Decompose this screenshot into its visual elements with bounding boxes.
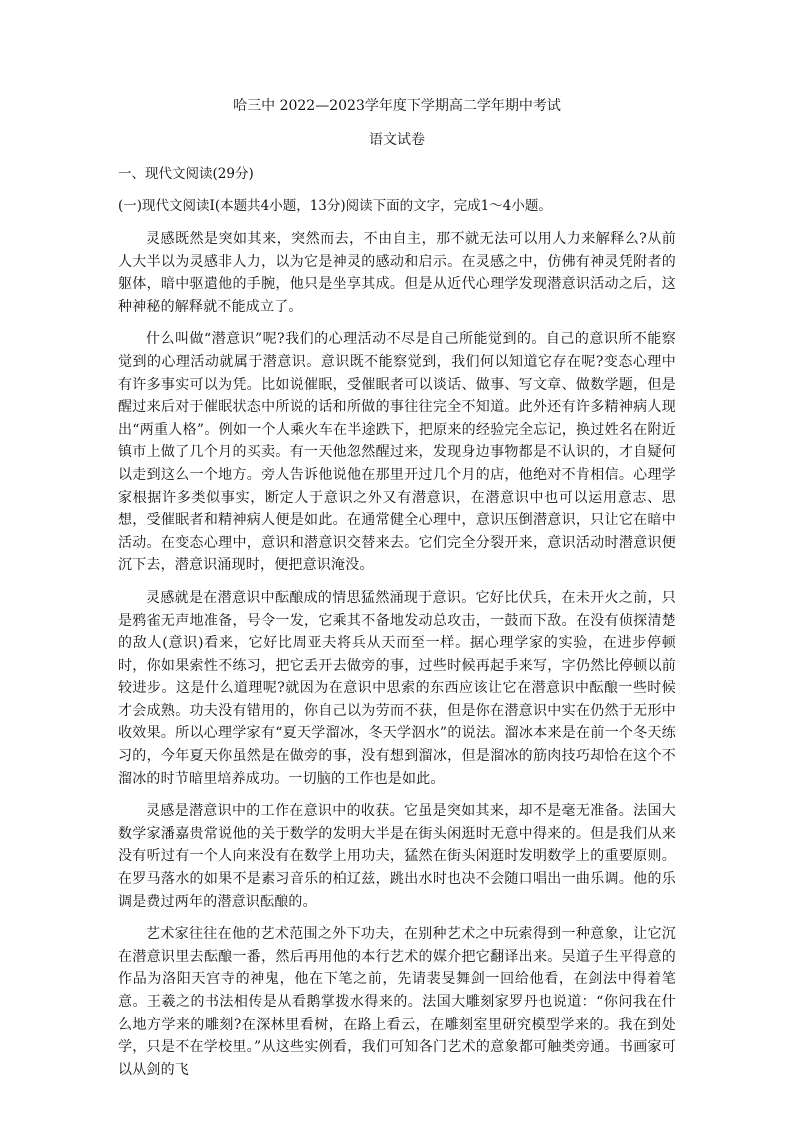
exam-subtitle: 语文试卷	[369, 132, 425, 148]
passage-paragraph: 灵感既然是突如其来，突然而去，不由自主，那不就无法可以用人力来解释么?从前人大半以为灵感非人力，以为它是神灵的感动和启示。在灵感之中，仿佛有神灵凭附者的躯体，暗中驱遣他的手腕，他只是坐享其成。但是从近代心理学发现潜意识活动之后，这种神秘的解释就不能成立了。	[118, 231, 676, 315]
passage-paragraph: 什么叫做“潜意识”呢?我们的心理活动不尽是自己所能觉到的。自己的意识所不能察觉到的心理活动就属于潜意识。意识既不能察觉到，我们何以知道它存在呢?变态心理中有许多事实可以为凭。比如说催眠，受催眠者可以谈话、做事、写文章、做数学题，但是醒过来后对于催眠状态中所说的话和所做的事往往完全不知道。此外还有许多精神病人现出“两重人格”。例如一个人乘火车在半途跌下，把原来的经验完全忘记，换过姓名在附近镇市上做了几个月的买卖。有一天他忽然醒过来，发现身边事物都是不认识的，才自疑何以走到这么一个地方。旁人告诉他说他在那里开过几个月的店，他绝对不肯相信。心理学家根据许多类似事实，断定人于意识之外又有潜意识，在潜意识中也可以运用意志、思想，受催眠者和精神病人便是如此。在通常健全心理中，意识压倒潜意识，只让它在暗中活动。在变态心理中，意识和潜意识交替来去。它们完全分裂开来，意识活动时潜意识便沉下去，潜意识涌现时，便把意识淹没。	[118, 331, 676, 574]
passage-paragraph: 灵感就是在潜意识中酝酿成的情思猛然涌现于意识。它好比伏兵，在未开火之前，只是鸦雀无声地准备，号令一发，它乘其不备地发动总攻击，一鼓而下敌。在没有侦探清楚的敌人(意识)看来，它好比周亚夫将兵从天而至一样。据心理学家的实验，在进步停顿时，你如果索性不练习，把它丢开去做旁的事，过些时候再起手来写，字仍然比停顿以前较进步。这是什么道理呢?就因为在意识中思索的东西应该让它在潜意识中酝酿一些时候才会成熟。功夫没有错用的，你自己以为劳而不获，但是你在潜意识中实在仍然于无形中收效果。所以心理学家有“夏天学溜冰，冬天学泅水”的说法。溜冰本来是在前一个冬天练习的，今年夏天你虽然是在做旁的事，没有想到溜冰，但是溜冰的筋肉技巧却恰在这个不溜冰的时节暗里培养成功。一切脑的工作也是如此。	[118, 589, 676, 787]
section-heading: 一、现代文阅读(29分)	[118, 166, 254, 182]
passage-paragraph: 艺术家往往在他的艺术范围之外下功夫，在别种艺术之中玩索得到一种意象，让它沉在潜意识里去酝酿一番，然后再用他的本行艺术的媒介把它翻译出来。吴道子生平得意的作品为洛阳天宫寺的神鬼，他在下笔之前，先请裴旻舞剑一回给他看，在剑法中得着笔意。王羲之的书法相传是从看鹅掌拨水得来的。法国大雕刻家罗丹也说道：“你问我在什么地方学来的雕刻?在深林里看树，在路上看云，在雕刻室里研究模型学来的。我在到处学，只是不在学校里。”从这些实例看，我们可知各门艺术的意象都可触类旁通。书画家可以从剑的飞	[118, 926, 676, 1078]
reading-instruction: (一)现代文阅读Ⅰ(本题共4小题，13分)阅读下面的文字，完成1～4小题。	[118, 198, 552, 214]
exam-title: 哈三中 2022—2023学年度下学期高二学年期中考试	[233, 98, 561, 114]
passage-paragraph: 灵感是潜意识中的工作在意识中的收获。它虽是突如其来，却不是毫无准备。法国大数学家潘嘉贵常说他的关于数学的发明大半是在街头闲逛时无意中得来的。但是我们从来没有听过有一个人向来没有在数学上用功夫，猛然在街头闲逛时发明数学上的重要原则。在罗马落水的如果不是素习音乐的柏辽兹，跳出水时也决不会随口唱出一曲乐调。他的乐调是费过两年的潜意识酝酿的。	[118, 803, 676, 910]
